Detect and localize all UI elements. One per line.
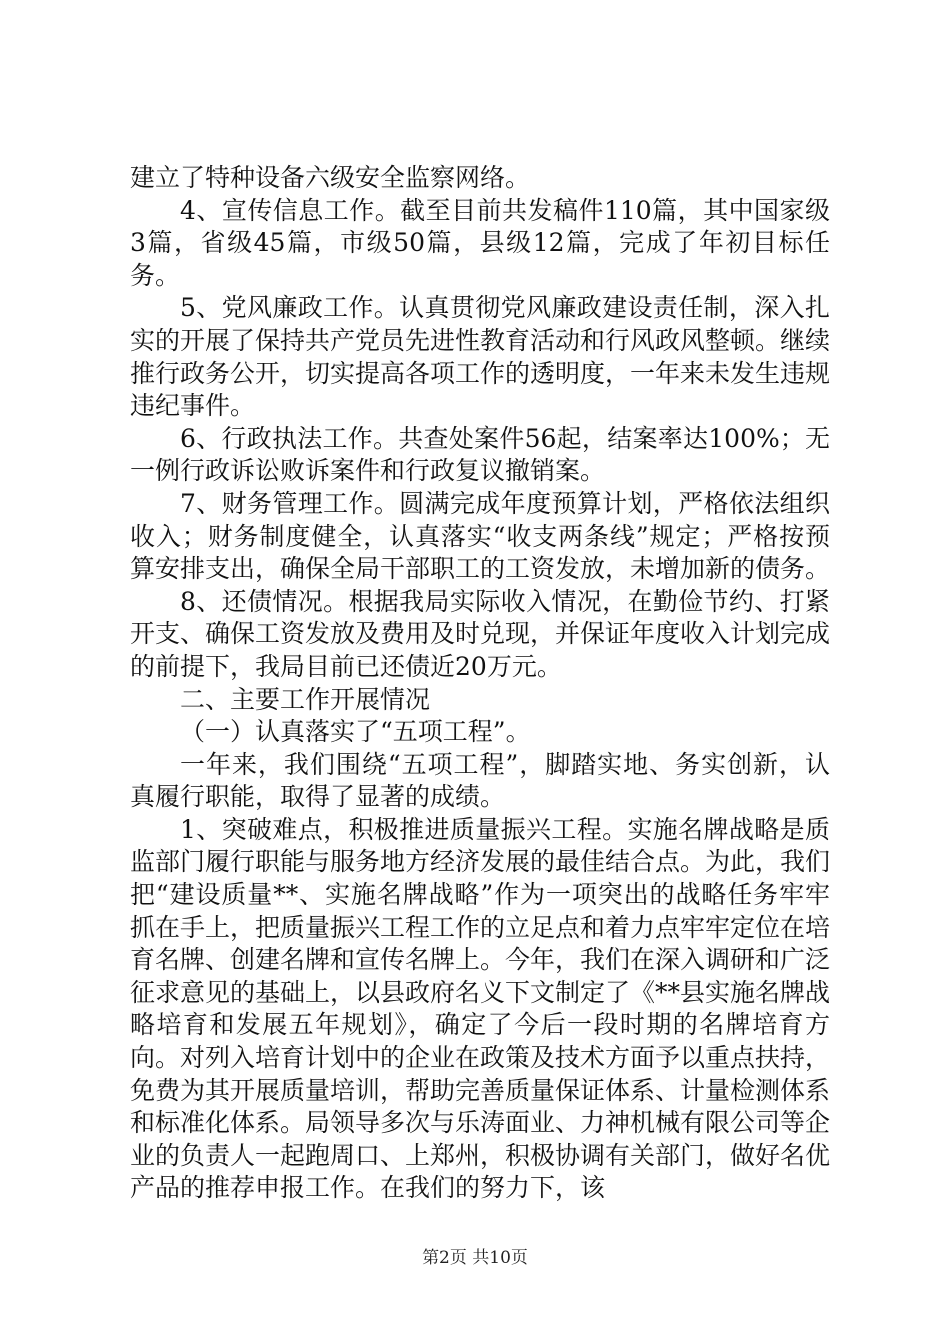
- paragraph-finance: 7、财务管理工作。圆满完成年度预算计划，严格依法组织收入；财务制度健全，认真落实“收支两条线”规定；严格按预算安排支出，确保全局干部职工的工资发放，未增加新的债务。: [130, 488, 831, 584]
- paragraph-publicity: 4、宣传信息工作。截至目前共发稿件110篇，其中国家级3篇，省级45篇，市级50篇，县级12篇，完成了年初目标任务。: [130, 195, 830, 290]
- document-body: [130, 162, 830, 1205]
- paragraph-debt: 8、还债情况。根据我局实际收入情况，在勤俭节约、打紧开支、确保工资发放及费用及时兑现，并保证年度收入计划完成的前提下，我局目前已还债近20万元。: [130, 586, 831, 681]
- subsection-heading-five-projects: （一）认真落实了“五项工程”。: [180, 717, 531, 747]
- paragraph-quality-project: 1、突破难点，积极推进质量振兴工程。实施名牌战略是质监部门履行职能与服务地方经济发展的最佳结合点。为此，我们把“建设质量**、实施名牌战略”作为一项突出的战略任务牢牢抓在手上，把质量振兴工程工作的立足点和着力点牢牢定位在培育名牌、创建名牌和宣传名牌上。今年，我们在深入调研和广泛征求意见的基础上，以县政府名义下文制定了《**县实施名牌战略培育和发展五年规划》，确定了今后一段时期的名牌培育方向。对列入培育计划中的企业在政策及技术方面予以重点扶持，免费为其开展质量培训，帮助完善质量保证体系、计量检测体系和标准化体系。局领导多次与乐涛面业、力神机械有限公司等企业的负责人一起跑周口、上郑州，积极协调有关部门，做好名优产品的推荐申报工作。在我们的努力下，该: [130, 814, 831, 1203]
- paragraph-law-enforcement: 6、行政执法工作。共查处案件56起，结案率达100%；无一例行政诉讼败诉案件和行政复议撤销案。: [130, 423, 830, 486]
- section-heading-main-work: 二、主要工作开展情况: [180, 684, 431, 714]
- paragraph-overview: 一年来，我们围绕“五项工程”，脚踏实地、务实创新，认真履行职能，取得了显著的成绩。: [130, 749, 830, 812]
- page-number-footer: 第2页 共10页: [422, 1248, 528, 1268]
- paragraph-continued: 建立了特种设备六级安全监察网络。: [130, 163, 531, 192]
- paragraph-integrity: 5、党风廉政工作。认真贯彻党风廉政建设责任制，深入扎实的开展了保持共产党员先进性教育活动和行风政风整顿。继续推行政务公开，切实提高各项工作的透明度，一年来未发生违规违纪事件。: [130, 293, 831, 421]
